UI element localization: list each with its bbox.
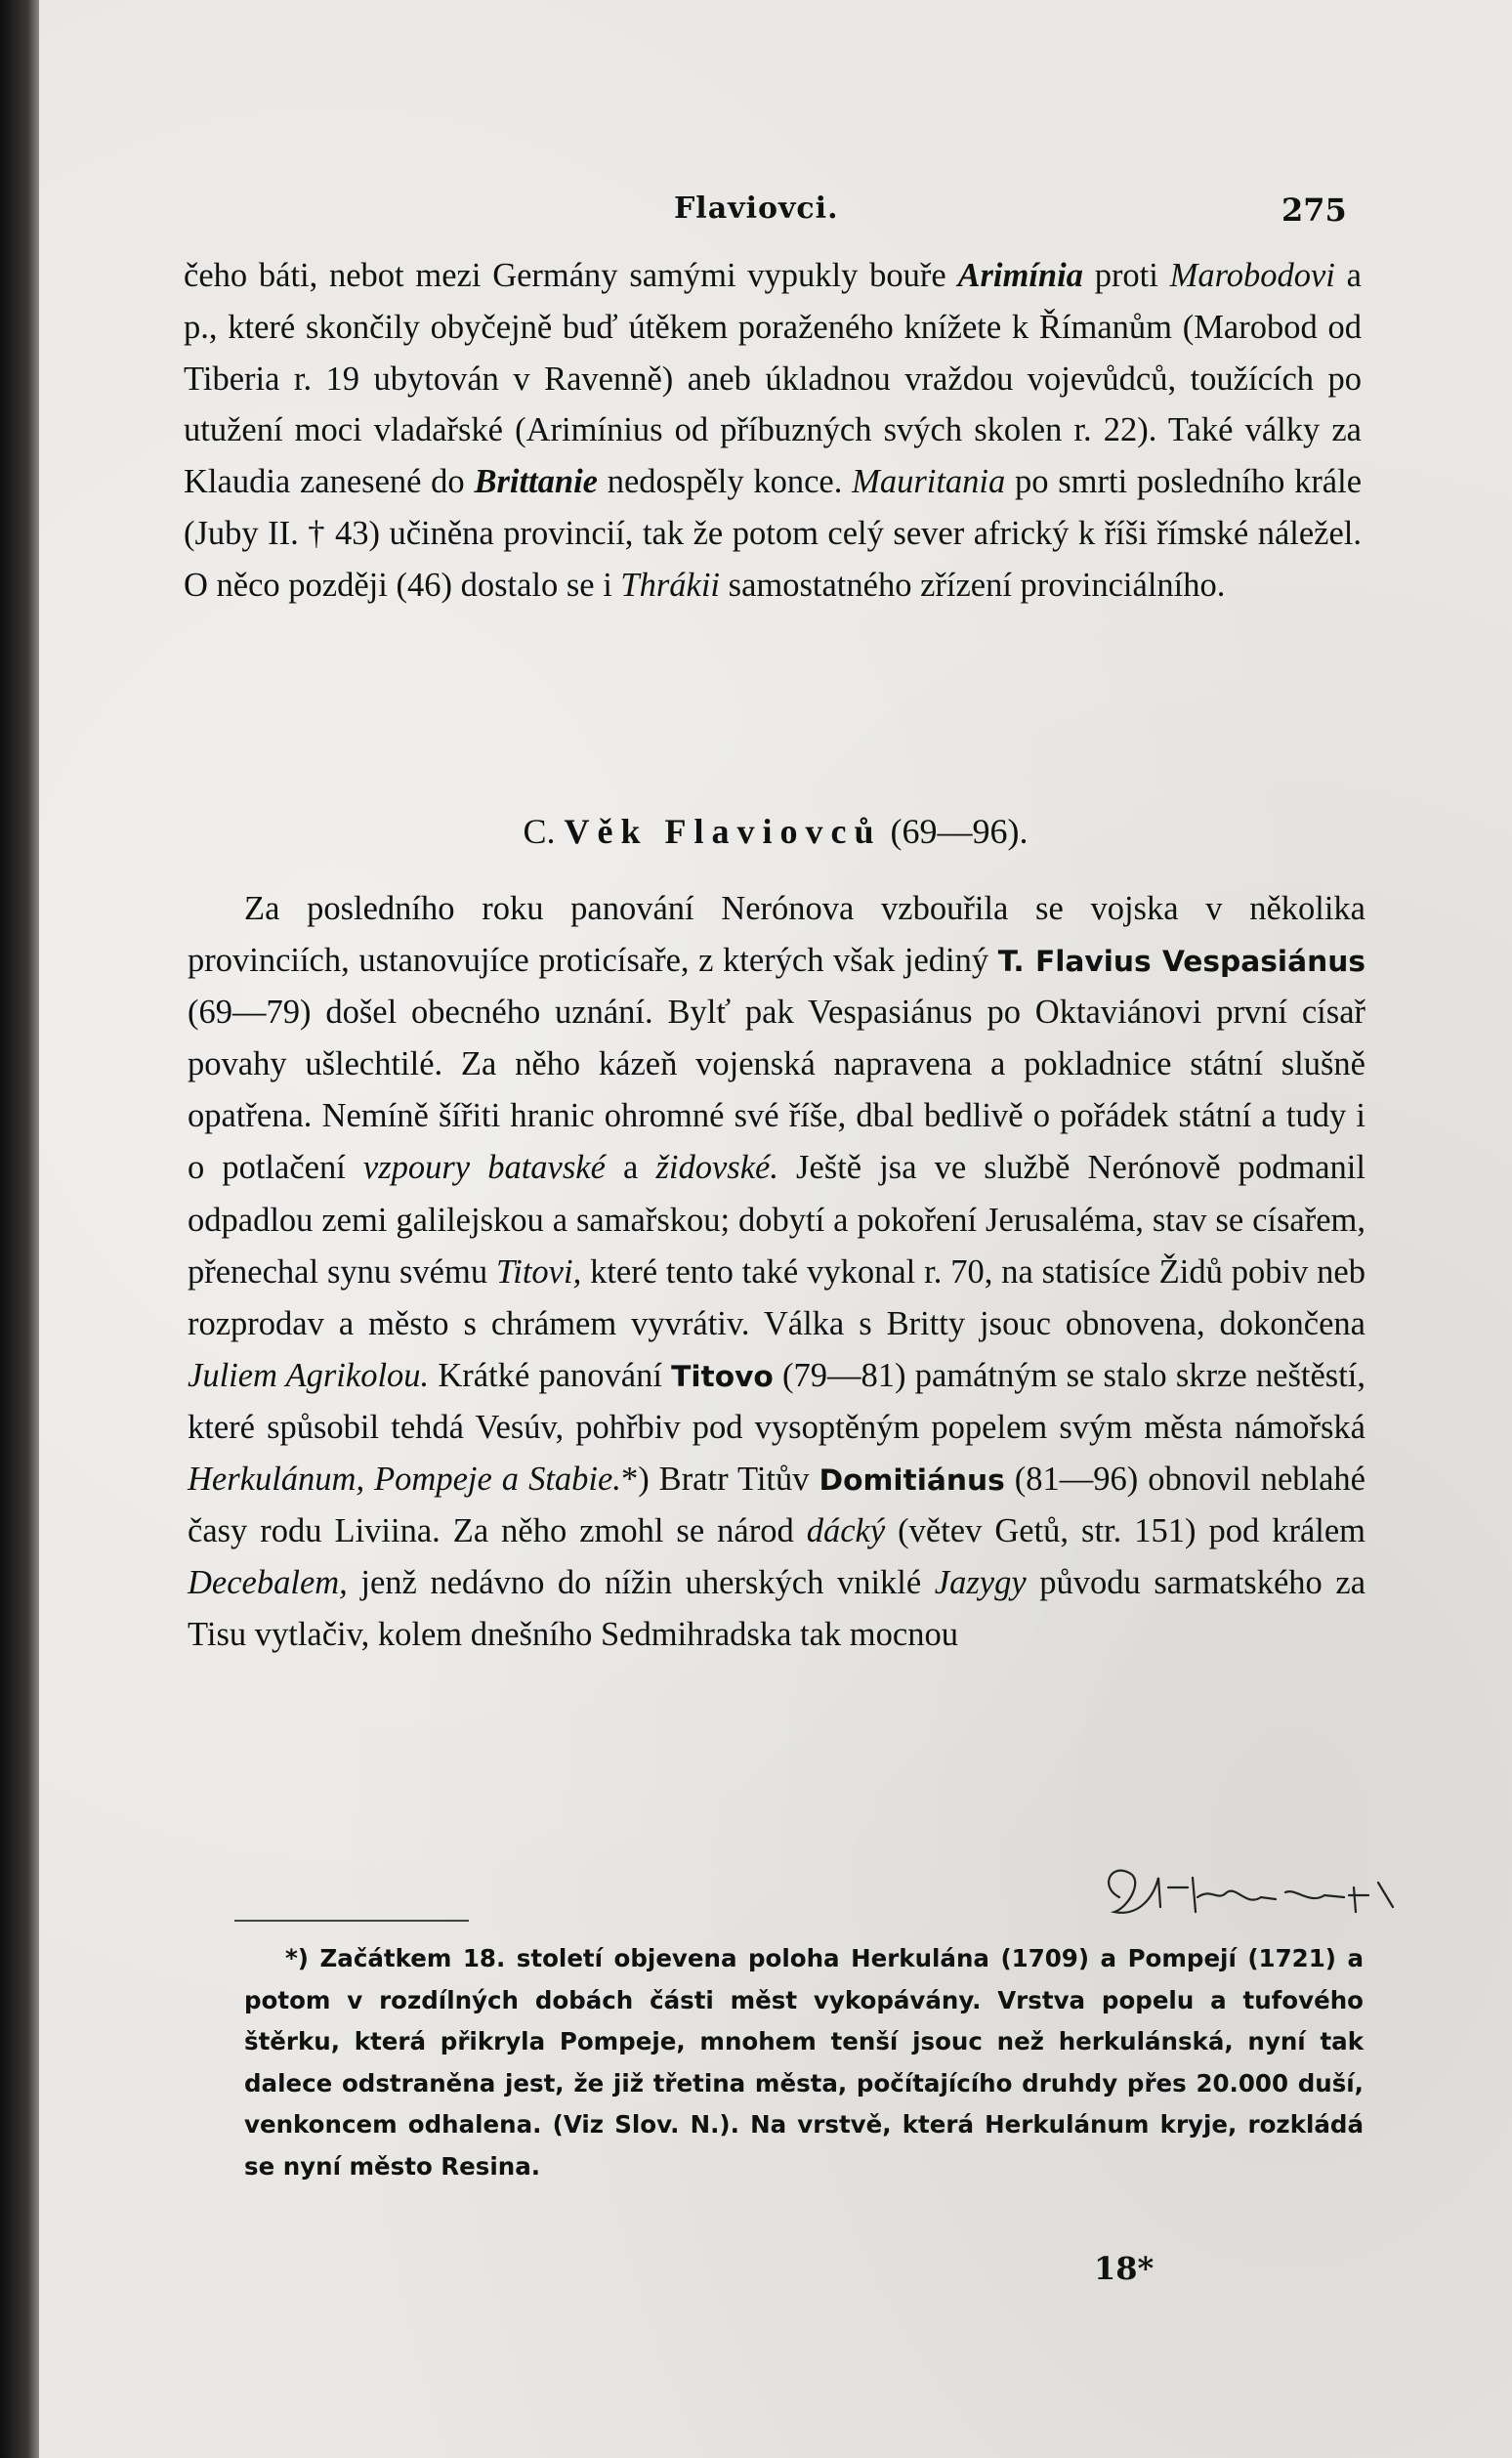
text-segment: a [605,1149,656,1187]
running-head [39,191,1512,234]
text-segment: židovské. [655,1149,778,1187]
text-segment: jenž nedávno do nížin uherských vniklé [347,1564,935,1602]
text-segment: Juliem Agrikolou. [188,1356,430,1394]
text-segment: Krátké panování [429,1356,672,1394]
text-segment: dácký [806,1512,886,1550]
text-segment: původu sarmatského za Tisu vytlačiv, kolem dnešního Sedmihradska tak mocnou [188,1564,1366,1654]
signature-mark: 18* [1094,2250,1155,2287]
text-segment: Titovi, [495,1252,582,1291]
paragraph-2-text [188,883,1365,1661]
paragraph-1-text [184,250,1362,612]
text-segment: Domitiánus [819,1462,1005,1498]
text-segment: Decebalem, [188,1564,348,1602]
text-segment: které tento také vykonal r. 70, na statisíce Židů pobiv neb rozprodav a město s chrámem vyvrátiv. Válka s Britty jsouc obnovena, dokončena [188,1252,1365,1342]
text-segment: Za posledního roku panování Nerónova vzbouřila se vojska v několika provinciích, ustanovujíce proticísaře, z kterých však jediný [188,890,1365,980]
section-heading [39,811,1512,852]
text-segment: Mauritania [852,463,1006,501]
text-segment: (79—81) památným se stalo skrze neštěstí, které spůsobil tehdá Vesúv, pohřbiv pod vysoptěným popelem svým města námořská [188,1356,1366,1446]
text-segment: (81—96) obnovil neblahé časy rodu Liviina. Za něho zmohl se národ [188,1461,1365,1550]
text-segment: vzpoury batavské [362,1149,606,1187]
scan-edge [0,0,39,2458]
footnote-rule [234,1920,469,1922]
text-segment: (69—79) došel obecného uznání. Bylť pak Vespasiánus po Oktaviánovi první císař povahy ušlechtilé. Za něho kázeň vojenská napravena a pokladnice státní slušně opatřena. Nemíně šířiti hranic ohromné své říše, dbal bedlivě o pořádek státní a tudy i o potlačení [188,994,1365,1187]
text-segment: nedospěly konce. [597,463,853,501]
text-segment: (větev Getů, str. 151) pod králem [885,1512,1366,1550]
section-years: (69—96). [890,812,1029,851]
section-letter: C. [523,812,556,851]
text-segment: Arimínia [957,257,1083,294]
footnote: *) Začátkem 18. století objevena poloha Herkulána (1709) a Pompejí (1721) a potom v rozdílných dobách části měst vykopávány. Vrstva popelu a tufového štěrku, která přikryla Pompeje, mnohem tenší jsouc než herkulánská, nyní tak dalece odstraněna jest, že již třetina města, počítajícího druhdy přes 20.000 duší, venkoncem odhalena. (Viz Slov. N.). Na vrstvě, která Herkulánum kryje, rozkládá se nyní město Resina. [244,1944,1364,2181]
text-segment: po smrti posledního krále (Juby II. † 43) učiněna provincií, tak že potom celý sever africký k říši římské náležel. O něco později (46) dostalo se i [184,463,1363,604]
page-number: 275 [1281,191,1347,229]
text-segment: samostatného zřízení provinciálního. [720,566,1226,604]
section-title: Věk Flaviovců [564,812,882,851]
text-segment: T. Flavius Vespasiánus [997,944,1365,979]
text-segment: Herkulánum, Pompeje a Stabie. [188,1461,621,1499]
text-segment: proti [1082,257,1170,294]
text-segment: Titovo [671,1358,774,1393]
text-segment: Jazygy [934,1564,1027,1602]
text-segment: a p., které skončily obyčejně buď útěkem poraženého knížete k Římanům (Marobod od Tiberia r. 19 ubytován v Ravenně) aneb úkladnou vraždou vojevůdců, toužících po utužení moci vladařské (Arimínius od příbuzných svých skolen r. 22). Také války za Klaudia zanesené do [184,257,1362,501]
book-page [39,0,1512,2458]
running-head-title: Flaviovci. [674,191,839,226]
text-segment: Brittanie [474,463,598,501]
paragraph-1 [184,250,1362,612]
text-segment: Thrákii [620,566,721,604]
paragraph-2 [188,883,1365,1661]
text-segment: čeho báti, nebot mezi Germány samými vypukly bouře [184,257,958,294]
text-segment: *) Bratr Titův [620,1461,819,1499]
text-segment: Ještě jsa ve službě Nerónově podmanil odpadlou zemi galilejskou a samařskou; dobytí a pokoření Jerusaléma, stav se císařem, přenechal synu svému [188,1149,1365,1291]
text-segment: Marobodovi [1169,257,1335,294]
handwritten-signature [1100,1858,1422,1927]
